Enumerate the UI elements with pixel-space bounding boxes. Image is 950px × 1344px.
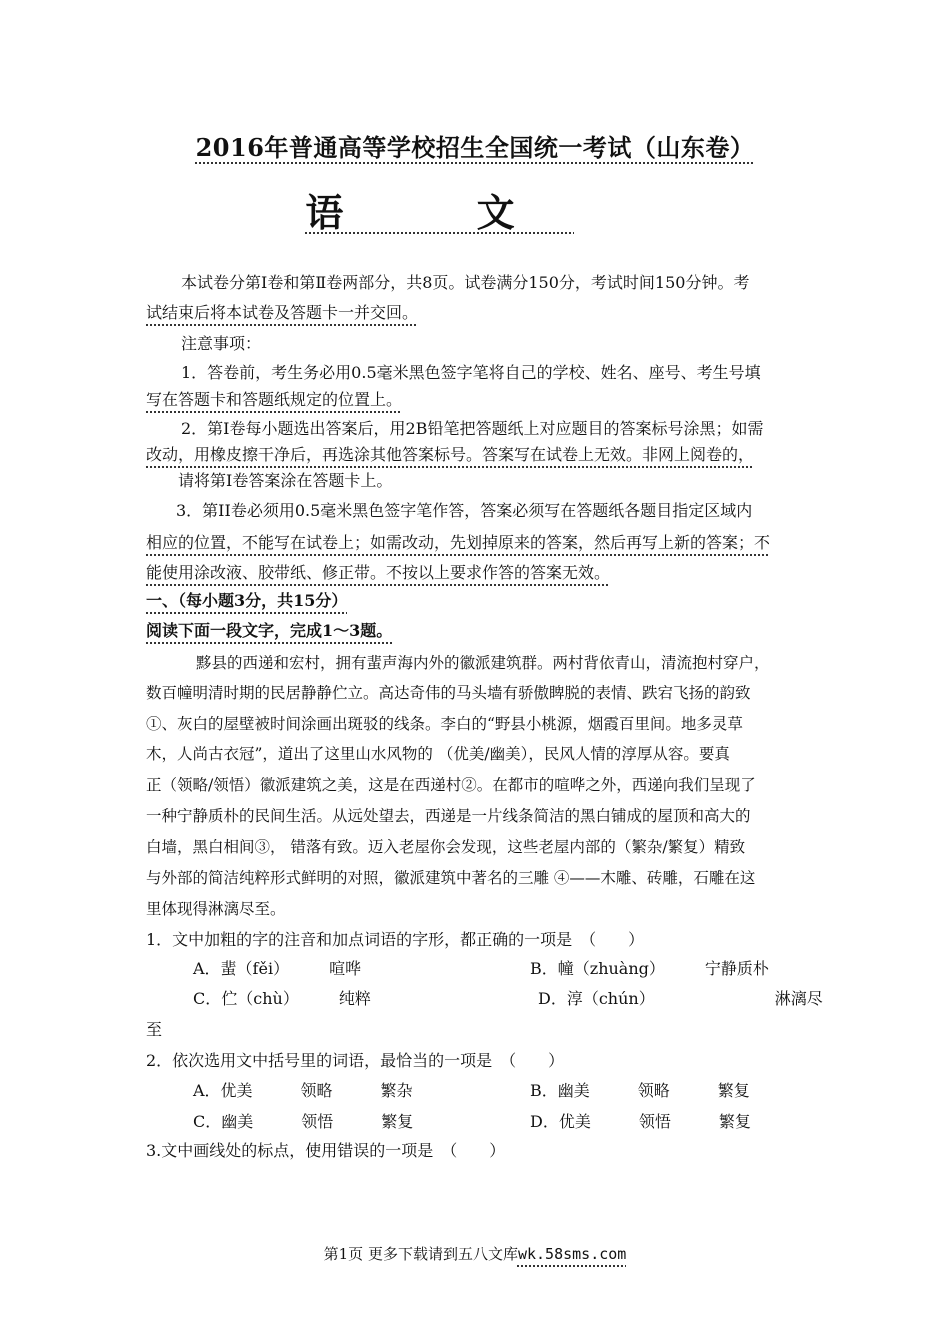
q1-option-a: A．蜚（fěi） 喧哗: [193, 959, 362, 978]
q1-option-d: D．淳（chún） 淋漓尽: [538, 989, 823, 1008]
subject-title: [0, 182, 880, 237]
notice-line: [146, 562, 610, 584]
subject-title-text: 语 文: [305, 190, 575, 235]
notice-line-text: 改动，用橡皮擦干净后，再选涂其他答案标号。答案写在试卷上无效。非网上阅卷的，: [146, 445, 755, 464]
passage-line: 正（领略/领悟）徽派建筑之美，这是在西递村②。在都市的喧哗之外，西递向我们呈现了: [146, 776, 756, 794]
passage-line: 木，人尚古衣冠”，道出了这里山水风物的 （优美/幽美），民风人情的淳厚从容。要真: [146, 745, 730, 763]
q1-option-d-continued: 至: [146, 1020, 163, 1039]
q2-option-d: D．优美 领悟 繁复: [530, 1112, 751, 1131]
notice-line: [146, 444, 754, 466]
exam-title: [0, 128, 950, 163]
question-2-stem: 2．依次选用文中括号里的词语，最恰当的一项是 （ ）: [146, 1051, 565, 1070]
q2-option-b: B．幽美 领略 繁复: [530, 1081, 750, 1100]
notice-line: [146, 532, 770, 554]
q2-option-c: C．幽美 领悟 繁复: [193, 1112, 414, 1131]
notice-line: 2．第Ⅰ卷每小题选出答案后，用2B铅笔把答题纸上对应题目的答案标号涂黑；如需: [181, 419, 764, 438]
notice-line: 请将第Ⅰ卷答案涂在答题卡上。: [178, 471, 393, 490]
notice-line-text: 相应的位置，不能写在试卷上；如需改动，先划掉原来的答案，然后再写上新的答案；不: [146, 533, 771, 552]
q2-option-a: A．优美 领略 繁杂: [193, 1081, 413, 1100]
passage-line: 与外部的简洁纯粹形式鲜明的对照，徽派建筑中著名的三雕 ④——木雕、砖雕，石雕在这: [146, 869, 756, 887]
q1-option-c: C．伫（chù） 纯粹: [193, 989, 371, 1008]
notice-line-text: 写在答题卡和答题纸规定的位置上。: [146, 390, 403, 409]
intro-line-text: 试结束后将本试卷及答题卡一并交回。: [146, 303, 419, 322]
section-instruction-text: 阅读下面一段文字，完成1～3题。: [146, 621, 393, 640]
passage-line: ①、灰白的屋壁被时间涂画出斑驳的线条。李白的“野县小桃源，烟霞百里间。地多灵草: [146, 715, 743, 733]
passage-line: 黟县的西递和宏村，拥有蜚声海内外的徽派建筑群。两村背依青山，清流抱村穿户，: [196, 654, 770, 672]
section-instruction: [146, 620, 392, 642]
intro-line: [146, 302, 418, 324]
notice-heading: 注意事项：: [181, 334, 262, 353]
exam-title-text: 2016年普通高等学校招生全国统一考试（山东卷）: [195, 133, 755, 162]
passage-line: 白墙，黑白相间③， 错落有致。迈入老屋你会发现，这些老屋内部的（繁杂/繁复）精致: [146, 838, 746, 856]
notice-line-text: 能使用涂改液、胶带纸、修正带。不按以上要求作答的答案无效。: [146, 563, 611, 582]
intro-line: 本试卷分第Ⅰ卷和第Ⅱ卷两部分，共8页。试卷满分150分，考试时间150分钟。考: [181, 273, 750, 292]
section-heading: [146, 590, 347, 612]
page-footer: [0, 1243, 950, 1264]
passage-line: 数百幢明清时期的民居静静伫立。高达奇伟的马头墙有骄傲睥脱的表情、跌宕飞扬的韵致: [146, 684, 751, 702]
question-3-stem: 3.文中画线处的标点，使用错误的一项是 （ ）: [146, 1141, 506, 1160]
section-heading-text: 一、（每小题3分，共15分）: [146, 591, 348, 610]
footer-url[interactable]: wk.58sms.com: [517, 1245, 627, 1263]
q1-option-b: B．幢（zhuàng） 宁静质朴: [530, 959, 769, 978]
footer-text: 第1页 更多下载请到五八文库: [323, 1245, 518, 1263]
passage-line: 一种宁静质朴的民间生活。从远处望去，西递是一片线条简洁的黑白铺成的屋顶和高大的: [146, 807, 751, 825]
notice-line: 1．答卷前，考生务必用0.5毫米黑色签字笔将自己的学校、姓名、座号、考生号填: [181, 363, 761, 382]
notice-line: 3．第II卷必须用0.5毫米黑色签字笔作答，答案必须写在答题纸各题目指定区域内: [176, 501, 753, 520]
question-1-stem: 1．文中加粗的字的注音和加点词语的字形，都正确的一项是 （ ）: [146, 930, 645, 949]
passage-line: 里体现得淋漓尽至。: [146, 900, 286, 918]
notice-line: [146, 389, 402, 411]
